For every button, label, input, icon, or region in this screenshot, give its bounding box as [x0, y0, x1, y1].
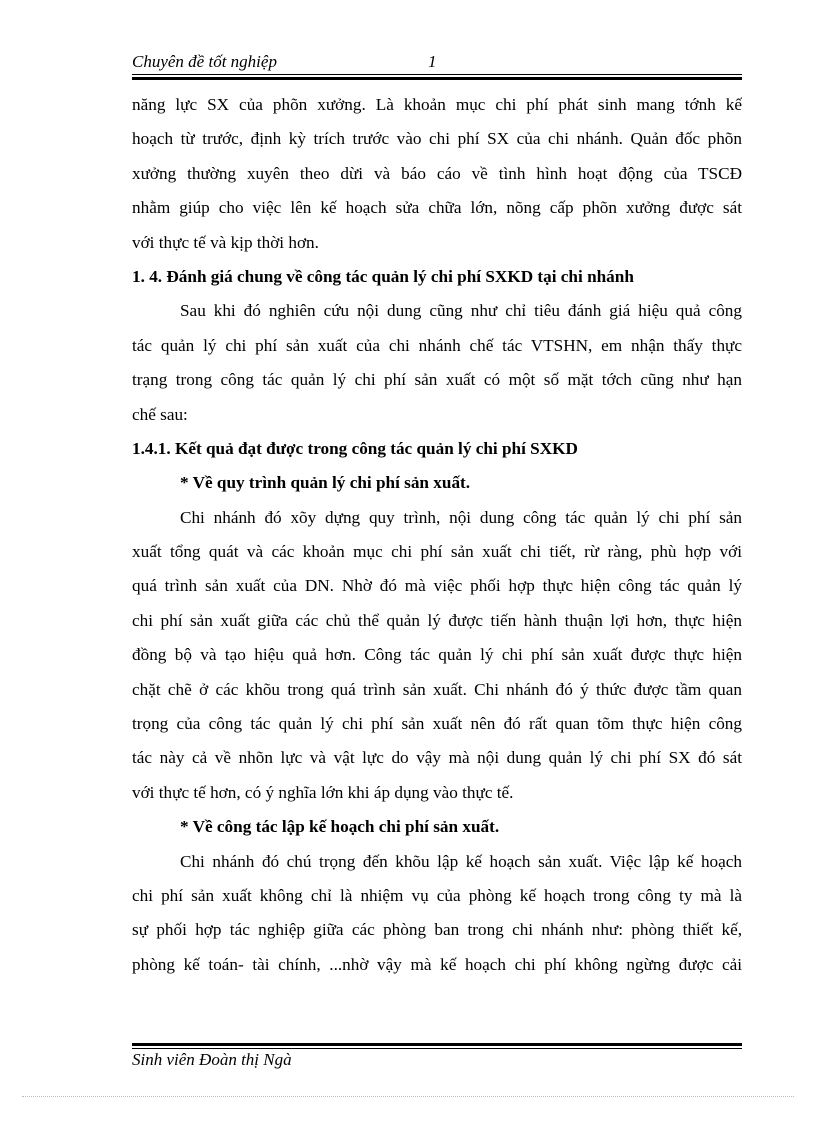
text-line: Chi nhánh đó xõy dựng quy trình, nội dung công tác quản lý chi phí sản: [180, 507, 742, 527]
body-text: [132, 88, 742, 982]
text-line: sự phối hợp tác nghiệp giữa các phòng ban trong chi nhánh như: phòng thiết kế,: [132, 920, 742, 940]
text-line: với thực tế và kịp thời hơn.: [132, 232, 319, 252]
footer-author: Sinh viên Đoàn thị Ngà: [132, 1050, 292, 1069]
footer-rule-thick: [132, 1043, 742, 1046]
text-line: tác quản lý chi phí sản xuất của chi nhánh chế tác VTSHN, em nhận thấy thực: [132, 335, 742, 355]
page-number: 1: [428, 52, 437, 71]
text-line: chế sau:: [132, 404, 188, 424]
text-line: với thực tế hơn, có ý nghĩa lớn khi áp dụng vào thực tế.: [132, 782, 514, 802]
text-line: Chi nhánh đó chú trọng đến khõu lập kế hoạch sản xuất. Việc lập kế hoạch: [180, 851, 742, 871]
header-title: Chuyên đề tốt nghiệp: [132, 52, 277, 71]
text-line: trọng của công tác quản lý chi phí sản xuất nên đó rất quan tõm thực hiện công: [132, 714, 742, 734]
subsection-heading: 1.4.1. Kết quả đạt được trong công tác quản lý chi phí SXKD: [132, 438, 578, 458]
text-line: trạng trong công tác quản lý chi phí sản xuất có một số mặt tớch cũng như hạn: [132, 370, 742, 390]
text-line: chi phí sản xuất không chỉ là nhiệm vụ của phòng kế hoạch trong công ty mà là: [132, 885, 742, 905]
page-boundary-divider: [22, 1096, 794, 1097]
header-rule-thin: [132, 74, 742, 75]
text-line: Sau khi đó nghiên cứu nội dung cũng như chỉ tiêu đánh giá hiệu quả công: [180, 301, 742, 321]
section-heading: 1. 4. Đánh giá chung về công tác quản lý chi phí SXKD tại chi nhánh: [132, 266, 634, 286]
text-line: xưởng thường xuyên theo dừi và báo cáo về tình hình hoạt động của TSCĐ: [132, 163, 742, 183]
header-rule-thick: [132, 77, 742, 80]
text-line: phòng kế toán- tài chính, ...nhờ vậy mà kế hoạch chi phí không ngừng được cải: [132, 954, 742, 974]
text-line: quá trình sản xuất của DN. Nhờ đó mà việc phối hợp thực hiện công tác quản lý: [132, 576, 742, 596]
footer-rule-thin: [132, 1048, 742, 1049]
text-line: xuất tổng quát và các khoản mục chi phí sản xuất chi tiết, rừ ràng, phù hợp với: [132, 542, 742, 562]
text-line: năng lực SX của phõn xưởng. Là khoản mục chi phí phát sinh mang tớnh kế: [132, 95, 742, 114]
text-line: nhằm giúp cho việc lên kế hoạch sửa chữa lớn, nõng cấp phõn xưởng được sát: [132, 198, 742, 218]
bullet-subheading: * Về công tác lập kế hoạch chi phí sản xuất.: [180, 817, 500, 837]
page-header: [132, 52, 742, 76]
text-line: chặt chẽ ở các khõu trong quá trình sản xuất. Chi nhánh đó ý thức được tầm quan: [132, 679, 742, 699]
bullet-subheading: * Về quy trình quản lý chi phí sản xuất.: [180, 473, 471, 493]
text-line: chi phí sản xuất giữa các chủ thể quản lý được tiến hành thuận lợi hơn, thực hiện: [132, 610, 742, 630]
text-line: tác này cả về nhõn lực và vật lực do vậy mà nội dung quản lý chi phí SX đó sát: [132, 748, 742, 768]
text-line: hoạch từ trước, định kỳ trích trước vào chi phí SX của chi nhánh. Quản đốc phõn: [132, 129, 742, 149]
text-line: đồng bộ và tạo hiệu quả hơn. Công tác quản lý chi phí sản xuất được thực hiện: [132, 645, 742, 665]
